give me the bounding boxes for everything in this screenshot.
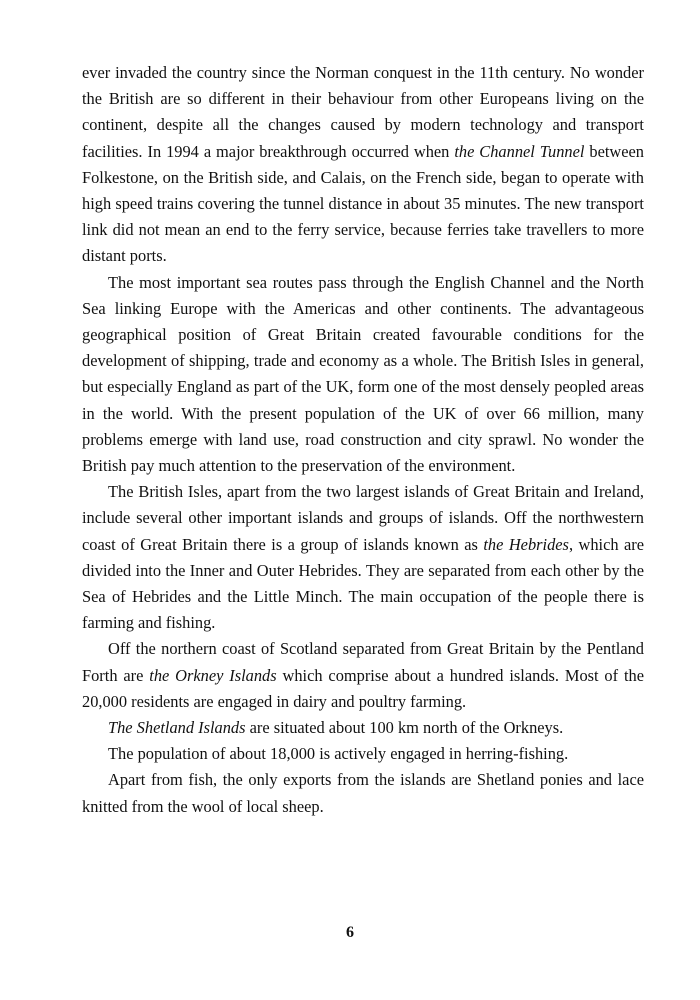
document-body [82,60,644,820]
text-run: The most important sea routes pass through the English Channel and the North Sea linking Europe with the Americas and other continents. The advantageous geographical position of Great Britain created favourable conditions for the development of shipping, trade and economy as a whole. The British Isles in general, but especially England as part of the UK, form one of the most densely peopled areas in the world. With the present population of the UK of over 66 million, many problems emerge with land use, road construction and city sprawl. No wonder the British pay much attention to the preservation of the environment. [82,272,644,476]
text-run: Apart from fish, the only exports from the islands are Shetland ponies and lace knitted from the wool of local sheep. [82,770,644,816]
paragraph [82,60,644,270]
text-run: which comprise about a hundred islands. Most of the 20,000 residents are engaged in dairy and poultry farming. [82,665,644,711]
emphasis-text: the Hebrides [483,534,569,554]
page-number: 6 [346,924,354,941]
paragraph [82,767,644,819]
text-run: , which are divided into the Inner and Outer Hebrides. They are separated from each other by the Sea of Hebrides and the Little Minch. The main occupation of the people there is farming and fishing. [82,534,645,633]
emphasis-text: The Shetland Islands [108,718,246,738]
text-run: ever invaded the country since the Norman conquest in the 11th century. No wonder the British are so different in their behaviour from other Europeans living on the continent, despite all the changes caused by modern technology and transport facilities. In 1994 a major breakthrough occurred when [82,63,644,161]
text-run: The population of about 18,000 is actively engaged in herring-fishing. [108,744,569,764]
paragraph [82,741,644,767]
text-run: between Folkestone, on the British side, and Calais, on the French side, began to operate with high speed trains covering the tunnel distance in about 35 minutes. The new transport link did not mean an end to the ferry service, because ferries take travellers to more distant ports. [82,141,644,266]
paragraph [82,479,644,636]
emphasis-text: the Channel Tunnel [454,141,585,161]
paragraph [82,270,644,480]
text-run: Off the northern coast of Scotland separated from Great Britain by the Pentland Forth are [82,639,644,685]
text-run: are situated about 100 km north of the Orkneys. [245,718,564,738]
text-run: The British Isles, apart from the two largest islands of Great Britain and Ireland, include several other important islands and groups of islands. Off the northwestern coast of Great Britain there is a group of islands known as [82,482,644,554]
paragraph [82,636,644,715]
paragraph [82,715,644,741]
emphasis-text: the Orkney Islands [149,665,277,685]
